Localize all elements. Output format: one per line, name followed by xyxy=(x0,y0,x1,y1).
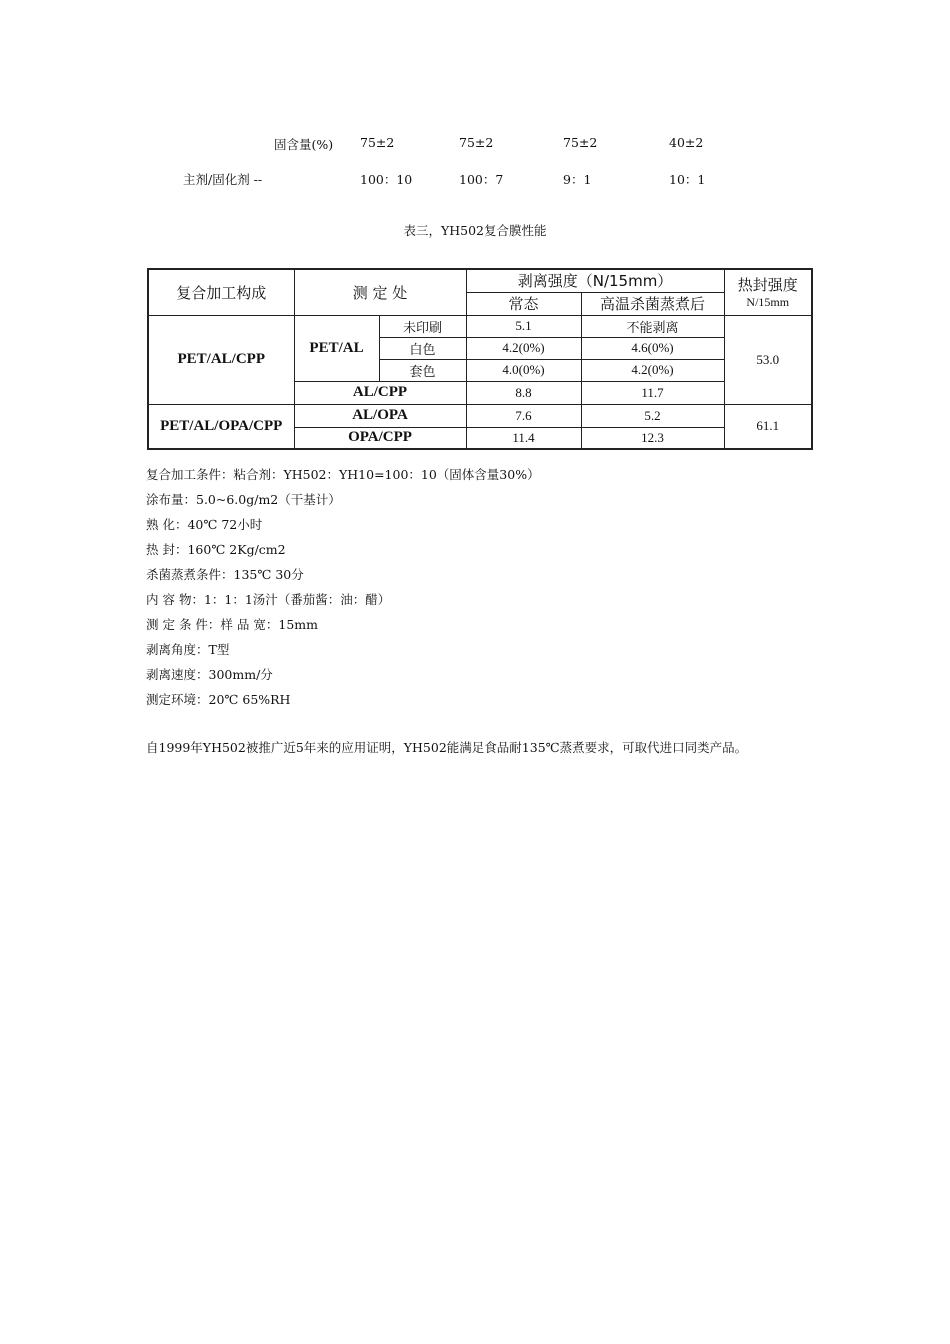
header-peel-strength: 剥离强度（N/15mm） xyxy=(466,269,724,292)
value-normal: 8.8 xyxy=(466,381,581,404)
note-line: 复合加工条件：粘合剂：YH502：YH10=100：10（固体含量30%） xyxy=(146,467,540,482)
header-retort: 高温杀菌蒸煮后 xyxy=(581,292,724,315)
location-al-cpp: AL/CPP xyxy=(294,381,466,404)
note-line: 杀菌蒸煮条件：135℃ 30分 xyxy=(146,567,304,582)
value-retort: 4.6(0%) xyxy=(581,337,724,359)
note-line: 剥离角度：T型 xyxy=(146,642,230,657)
spec-value: 40±2 xyxy=(669,135,704,150)
value-normal: 7.6 xyxy=(466,404,581,427)
construction-pet-al-opa-cpp: PET/AL/OPA/CPP xyxy=(148,404,294,449)
value-retort: 4.2(0%) xyxy=(581,359,724,381)
test-conditions xyxy=(146,467,540,717)
spec-value: 75±2 xyxy=(360,135,395,150)
heat-seal-value: 61.1 xyxy=(724,404,812,449)
spec-label: 固含量(%) xyxy=(274,137,334,152)
spec-value: 100：10 xyxy=(360,172,413,187)
header-construction: 复合加工构成 xyxy=(148,269,294,315)
note-line: 涂布量：5.0~6.0g/m2（干基计） xyxy=(146,492,341,507)
location-overprint: 套色 xyxy=(379,359,466,381)
header-location: 测 定 处 xyxy=(294,269,466,315)
spec-value: 75±2 xyxy=(459,135,494,150)
location-unprinted: 未印刷 xyxy=(379,315,466,337)
header-heat-seal-unit: N/15mm xyxy=(746,295,790,310)
spec-value: 10：1 xyxy=(669,172,706,187)
value-retort: 不能剥离 xyxy=(581,315,724,337)
header-normal: 常态 xyxy=(466,292,581,315)
header-heat-seal xyxy=(724,269,812,315)
location-al-opa: AL/OPA xyxy=(294,404,466,427)
location-opa-cpp: OPA/CPP xyxy=(294,427,466,449)
location-white: 白色 xyxy=(379,337,466,359)
construction-pet-al-cpp: PET/AL/CPP xyxy=(148,315,294,404)
spec-value: 100：7 xyxy=(459,172,504,187)
value-retort: 5.2 xyxy=(581,404,724,427)
value-normal: 11.4 xyxy=(466,427,581,449)
spec-value: 75±2 xyxy=(563,135,598,150)
note-line: 测 定 条 件：样 品 宽：15mm xyxy=(146,617,318,632)
value-normal: 5.1 xyxy=(466,315,581,337)
value-retort: 11.7 xyxy=(581,381,724,404)
note-line: 测定环境：20℃ 65%RH xyxy=(146,692,291,707)
value-normal: 4.2(0%) xyxy=(466,337,581,359)
location-pet-al: PET/AL xyxy=(294,315,379,381)
conclusion-paragraph: 自1999年YH502被推广近5年来的应用证明，YH502能满足食品耐135℃蒸煮要求，可取代进口同类产品。 xyxy=(146,740,748,755)
value-normal: 4.0(0%) xyxy=(466,359,581,381)
note-line: 内 容 物：1：1：1汤汁（番茄酱：油：醋） xyxy=(146,592,391,607)
value-retort: 12.3 xyxy=(581,427,724,449)
table-caption: 表三，YH502复合膜性能 xyxy=(403,223,547,238)
header-heat-seal-title: 热封强度 xyxy=(737,276,798,295)
spec-value: 9：1 xyxy=(563,172,592,187)
note-line: 剥离速度：300mm/分 xyxy=(146,667,273,682)
note-line: 熟 化：40℃ 72小时 xyxy=(146,517,263,532)
performance-table xyxy=(147,268,813,450)
heat-seal-value: 53.0 xyxy=(724,315,812,404)
spec-label: 主剂/固化剂 -- xyxy=(183,172,263,187)
note-line: 热 封：160℃ 2Kg/cm2 xyxy=(146,542,286,557)
